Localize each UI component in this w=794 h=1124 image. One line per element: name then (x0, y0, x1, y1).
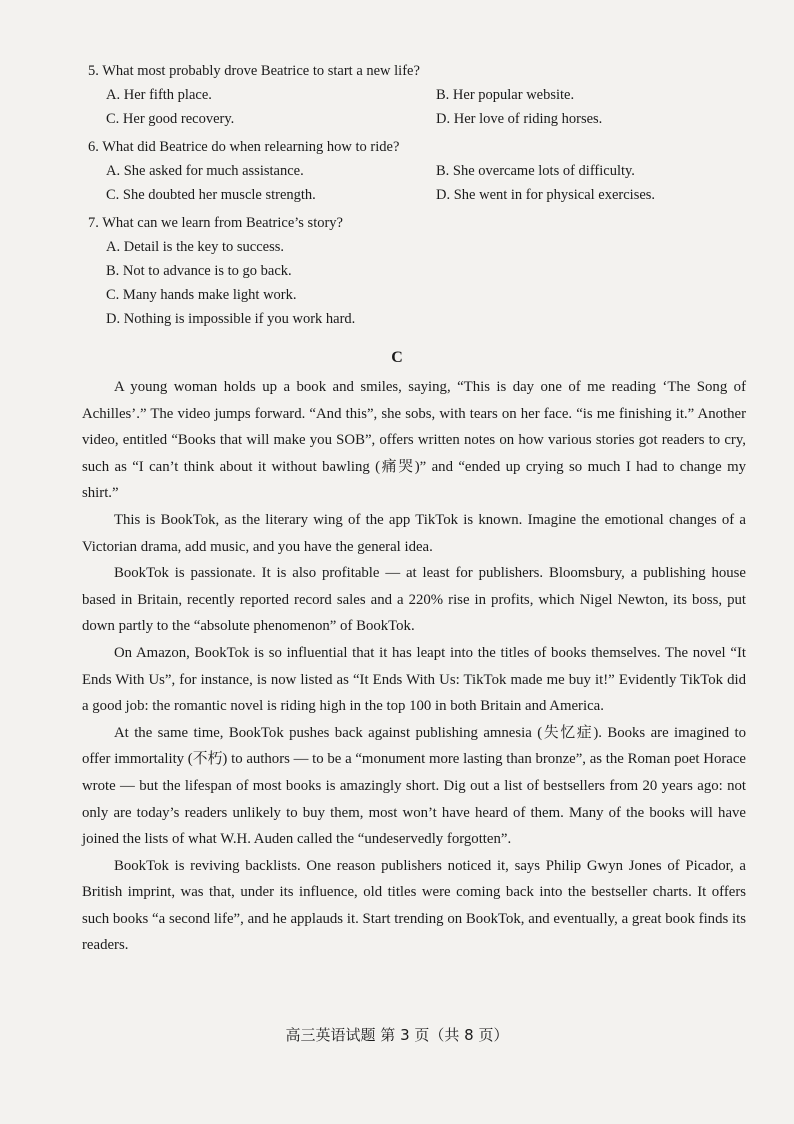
option-a: A. Detail is the key to success. (106, 239, 284, 255)
paragraph: At the same time, BookTok pushes back against publishing amnesia (失忆症). Books are imagined to offer immortality (不朽) to authors — to be a “monument more lasting than bronze”, as the Roman poet Horace wrote — but the lifespan of most books is amazingly short. Dig out a list of bestsellers from 20 years ago: not only are today’s readers unlikely to buy them, most won’t have heard of them. Many of the books will have joined the lists of what W.H. Auden called the “undeservedly forgotten”. (82, 724, 746, 848)
options-grid (88, 156, 748, 204)
option-a: A. Her fifth place. (106, 87, 212, 103)
paragraph: This is BookTok, as the literary wing of the app TikTok is known. Imagine the emotional changes of a Victorian drama, add music, and you have the general idea. (82, 511, 746, 555)
section-heading: C (391, 349, 403, 366)
page-footer: 高三英语试题 第 3 页（共 8 页） (285, 1026, 509, 1044)
question-stem: 7. What can we learn from Beatrice’s story? (88, 215, 343, 231)
option-d: D. Nothing is impossible if you work hard. (106, 311, 356, 327)
option-c: C. Her good recovery. (106, 111, 235, 127)
option-b: B. Her popular website. (436, 87, 575, 103)
paragraph: BookTok is passionate. It is also profitable — at least for publishers. Bloomsbury, a publishing house based in Britain, recently reported record sales and a 220% rise in profits, which Nigel Newton, its boss, put down partly to the “absolute phenomenon” of BookTok. (82, 565, 746, 635)
question-6 (88, 138, 748, 204)
question-7 (88, 214, 748, 328)
option-d: D. Her love of riding horses. (436, 111, 603, 127)
option-b: B. Not to advance is to go back. (106, 263, 292, 279)
option-d: D. She went in for physical exercises. (436, 187, 656, 203)
option-a: A. She asked for much assistance. (106, 163, 304, 179)
paragraph: On Amazon, BookTok is so influential that it has leapt into the titles of books themselves. The novel “It Ends With Us”, for instance, is now listed as “It Ends With Us: TikTok made me buy it!” Evidently TikTok did a good job: the romantic novel is riding high in the top 100 in both Britain and America. (82, 644, 746, 715)
question-stem: 6. What did Beatrice do when relearning how to ride? (88, 139, 400, 155)
option-c: C. She doubted her muscle strength. (106, 187, 316, 203)
paragraph: BookTok is reviving backlists. One reason publishers noticed it, says Philip Gwyn Jones of Picador, a British imprint, was that, under its influence, old titles were coming back into the bestseller charts. It offers such books “a second life”, and he applauds it. Start trending on BookTok, and eventually, a great book finds its readers. (82, 857, 746, 954)
options-grid (88, 80, 748, 128)
question-5 (88, 62, 748, 128)
reading-passage (82, 374, 746, 959)
question-stem: 5. What most probably drove Beatrice to start a new life? (88, 63, 420, 79)
option-c: C. Many hands make light work. (106, 287, 297, 303)
paragraph: A young woman holds up a book and smiles, saying, “This is day one of me reading ‘The Song of Achilles’.” The video jumps forward. “And this”, she sobs, with tears on her face. “is me finishing it.” Another video, entitled “Books that will make you SOB”, offers written notes on how various stories got readers to cry, such as “I can’t think about it without bawling (痛哭)” and “ended up crying so much I had to change my shirt.” (82, 379, 746, 502)
option-b: B. She overcame lots of difficulty. (436, 163, 635, 179)
